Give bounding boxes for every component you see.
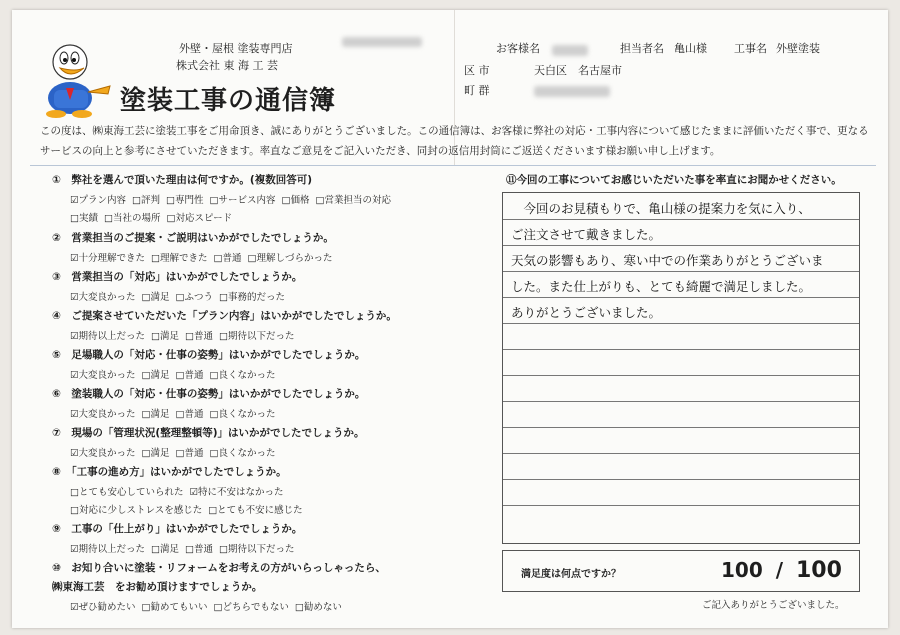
ruled-line: [503, 245, 859, 246]
question-10-sub: ㈱東海工芸 をお勧め頂けますでしょうか。: [52, 581, 263, 593]
company-name: 株式会社 東 海 工 芸: [176, 59, 278, 72]
comment-line: ありがとうございました。: [511, 305, 662, 320]
satisfaction-box: [502, 550, 860, 592]
option[interactable]: □営業担当の対応: [315, 195, 391, 206]
ward-label: 区 市: [464, 64, 490, 77]
option[interactable]: ☑期待以上だった: [70, 331, 146, 342]
option[interactable]: □良くなかった: [209, 370, 276, 381]
option[interactable]: □当社の場所: [103, 213, 161, 224]
option[interactable]: □勧めてもいい: [141, 602, 208, 613]
question-7: ⑦ 現場の「管理状況(整理整頓等)」はいかがでしたでしょうか。: [52, 427, 365, 439]
question-10: ⑩ お知り合いに塗装・リフォームをお考えの方がいらっしゃったら、: [52, 562, 386, 574]
ward-value: 天白区 名古屋市: [534, 64, 622, 77]
option[interactable]: □理解できた: [151, 253, 208, 264]
option[interactable]: □満足: [141, 409, 170, 420]
option[interactable]: □価格: [281, 195, 310, 206]
staff-label: 担当者名: [620, 42, 664, 55]
divider: [30, 165, 876, 166]
option[interactable]: ☑ぜひ勧めたい: [70, 602, 136, 613]
option[interactable]: ☑大変良かった: [70, 448, 136, 459]
option[interactable]: ☑十分理解できた: [70, 253, 146, 264]
town-value-redacted: [534, 82, 610, 101]
question-6-options: [70, 406, 281, 420]
comment-title: ⑪今回の工事についてお感じいただいた事を率直にお聞かせください。: [506, 174, 842, 186]
option[interactable]: □専門性: [166, 195, 204, 206]
ruled-line: [503, 375, 859, 376]
option[interactable]: □満足: [151, 544, 180, 555]
option[interactable]: □実績: [70, 213, 98, 224]
option[interactable]: □サービス内容: [209, 195, 276, 206]
survey-sheet: [12, 10, 888, 628]
option[interactable]: □満足: [151, 331, 180, 342]
question-1-options: [70, 192, 397, 206]
intro-paragraph: この度は、㈱東海工芸に塗装工事をご用命頂き、誠にありがとうございました。この通信簿は、お客様に弊社の対応・工事内容について感じたままに評価いただく事で、更なるサービスの向上と参考にさせていただきます。率直なご意見をご記入いただき、同封の返信用封筒にご返送くださいます様お願い申し上げます。: [40, 125, 869, 157]
question-1: ① 弊社を選んで頂いた理由は何ですか。(複数回答可): [52, 174, 312, 186]
ruled-line: [503, 297, 859, 298]
staff-value: 亀山様: [674, 42, 707, 55]
question-9: ⑨ 工事の「仕上がり」はいかがでしたでしょうか。: [52, 523, 303, 535]
option[interactable]: □良くなかった: [209, 448, 276, 459]
customer-label: お客様名: [496, 42, 540, 55]
option[interactable]: ☑大変良かった: [70, 409, 136, 420]
ruled-line: [503, 505, 859, 506]
option[interactable]: □良くなかった: [209, 409, 276, 420]
question-5: ⑤ 足場職人の「対応・仕事の姿勢」はいかがでしたでしょうか。: [52, 349, 366, 361]
ruled-line: [503, 453, 859, 454]
question-7-options: [70, 445, 281, 459]
ruled-line: [503, 271, 859, 272]
option[interactable]: □普通: [175, 370, 204, 381]
option[interactable]: □満足: [141, 292, 170, 303]
satisfaction-score: [721, 558, 842, 583]
option[interactable]: ☑特に不安はなかった: [189, 487, 284, 498]
question-4: ④ ご提案させていただいた「プラン内容」はいかがでしたでしょうか。: [52, 310, 397, 322]
question-9-options: [70, 541, 300, 555]
option[interactable]: □普通: [175, 409, 204, 420]
company-tagline: 外壁・屋根 塗装専門店: [179, 42, 293, 55]
question-8-options: [70, 484, 290, 498]
option[interactable]: □評判: [132, 195, 161, 206]
work-value: 外壁塗装: [776, 42, 820, 55]
question-3: ③ 営業担当の「対応」はいかがでしたでしょうか。: [52, 271, 303, 283]
question-2: ② 営業担当のご提案・ご説明はいかがでしたでしょうか。: [52, 232, 334, 244]
option[interactable]: □普通: [185, 544, 213, 555]
duck-mascot-icon: [36, 36, 116, 120]
comment-line: 今回のお見積もりで、亀山様の提案力を気に入り、: [511, 201, 811, 216]
ruled-line: [503, 349, 859, 350]
question-10-options: [70, 599, 348, 613]
comment-line: した。また仕上がりも、とても綺麗で満足しました。: [511, 279, 812, 294]
option[interactable]: □対応に少しストレスを感じた: [70, 505, 203, 516]
option[interactable]: □期待以下だった: [219, 544, 295, 555]
option[interactable]: □勧めない: [294, 602, 342, 613]
question-5-options: [70, 367, 281, 381]
ruled-line: [503, 479, 859, 480]
option[interactable]: □どちらでもない: [213, 602, 289, 613]
option[interactable]: □理解しづらかった: [247, 253, 333, 264]
question-1-options-extra: [70, 210, 238, 224]
option[interactable]: □ふつう: [175, 292, 213, 303]
score-max: 100: [796, 558, 842, 583]
ruled-line: [503, 427, 859, 428]
score-value: 100: [721, 558, 763, 582]
work-label: 工事名: [734, 42, 767, 55]
comment-line: 天気の影響もあり、寒い中での作業ありがとうございま: [511, 253, 824, 268]
ruled-line: [503, 323, 859, 324]
option[interactable]: □普通: [185, 331, 213, 342]
question-6: ⑥ 塗装職人の「対応・仕事の姿勢」はいかがでしたでしょうか。: [52, 388, 366, 400]
option[interactable]: □普通: [213, 253, 242, 264]
option[interactable]: □期待以下だった: [219, 331, 295, 342]
redacted-top: [342, 32, 422, 51]
comment-line: ご注文させて戴きました。: [511, 227, 662, 242]
ruled-line: [503, 219, 859, 220]
comment-box[interactable]: [502, 192, 860, 544]
closing-text: ご記入ありがとうございました。: [702, 600, 845, 611]
question-8: ⑧ 「工事の進め方」はいかがでしたでしょうか。: [52, 466, 287, 478]
question-3-options: [70, 289, 291, 303]
option[interactable]: □普通: [175, 448, 204, 459]
option[interactable]: ☑大変良かった: [70, 292, 136, 303]
customer-name-redacted: [552, 41, 588, 60]
option[interactable]: □満足: [141, 370, 170, 381]
town-label: 町 群: [464, 84, 490, 97]
page-title: 塗装工事の通信簿: [120, 86, 337, 116]
option[interactable]: □とても安心していられた: [70, 487, 184, 498]
option[interactable]: □対応スピード: [166, 213, 233, 224]
ruled-line: [503, 401, 859, 402]
option[interactable]: ☑プラン内容: [70, 195, 127, 206]
option[interactable]: □とても不安に感じた: [208, 505, 303, 516]
option[interactable]: ☑大変良かった: [70, 370, 136, 381]
question-2-options: [70, 250, 338, 264]
option[interactable]: □事務的だった: [219, 292, 285, 303]
score-separator: /: [775, 558, 784, 582]
question-8-options-extra: [70, 502, 309, 516]
option[interactable]: □満足: [141, 448, 170, 459]
question-4-options: [70, 328, 300, 342]
satisfaction-label: 満足度は何点ですか？: [521, 569, 621, 580]
option[interactable]: ☑期待以上だった: [70, 544, 146, 555]
